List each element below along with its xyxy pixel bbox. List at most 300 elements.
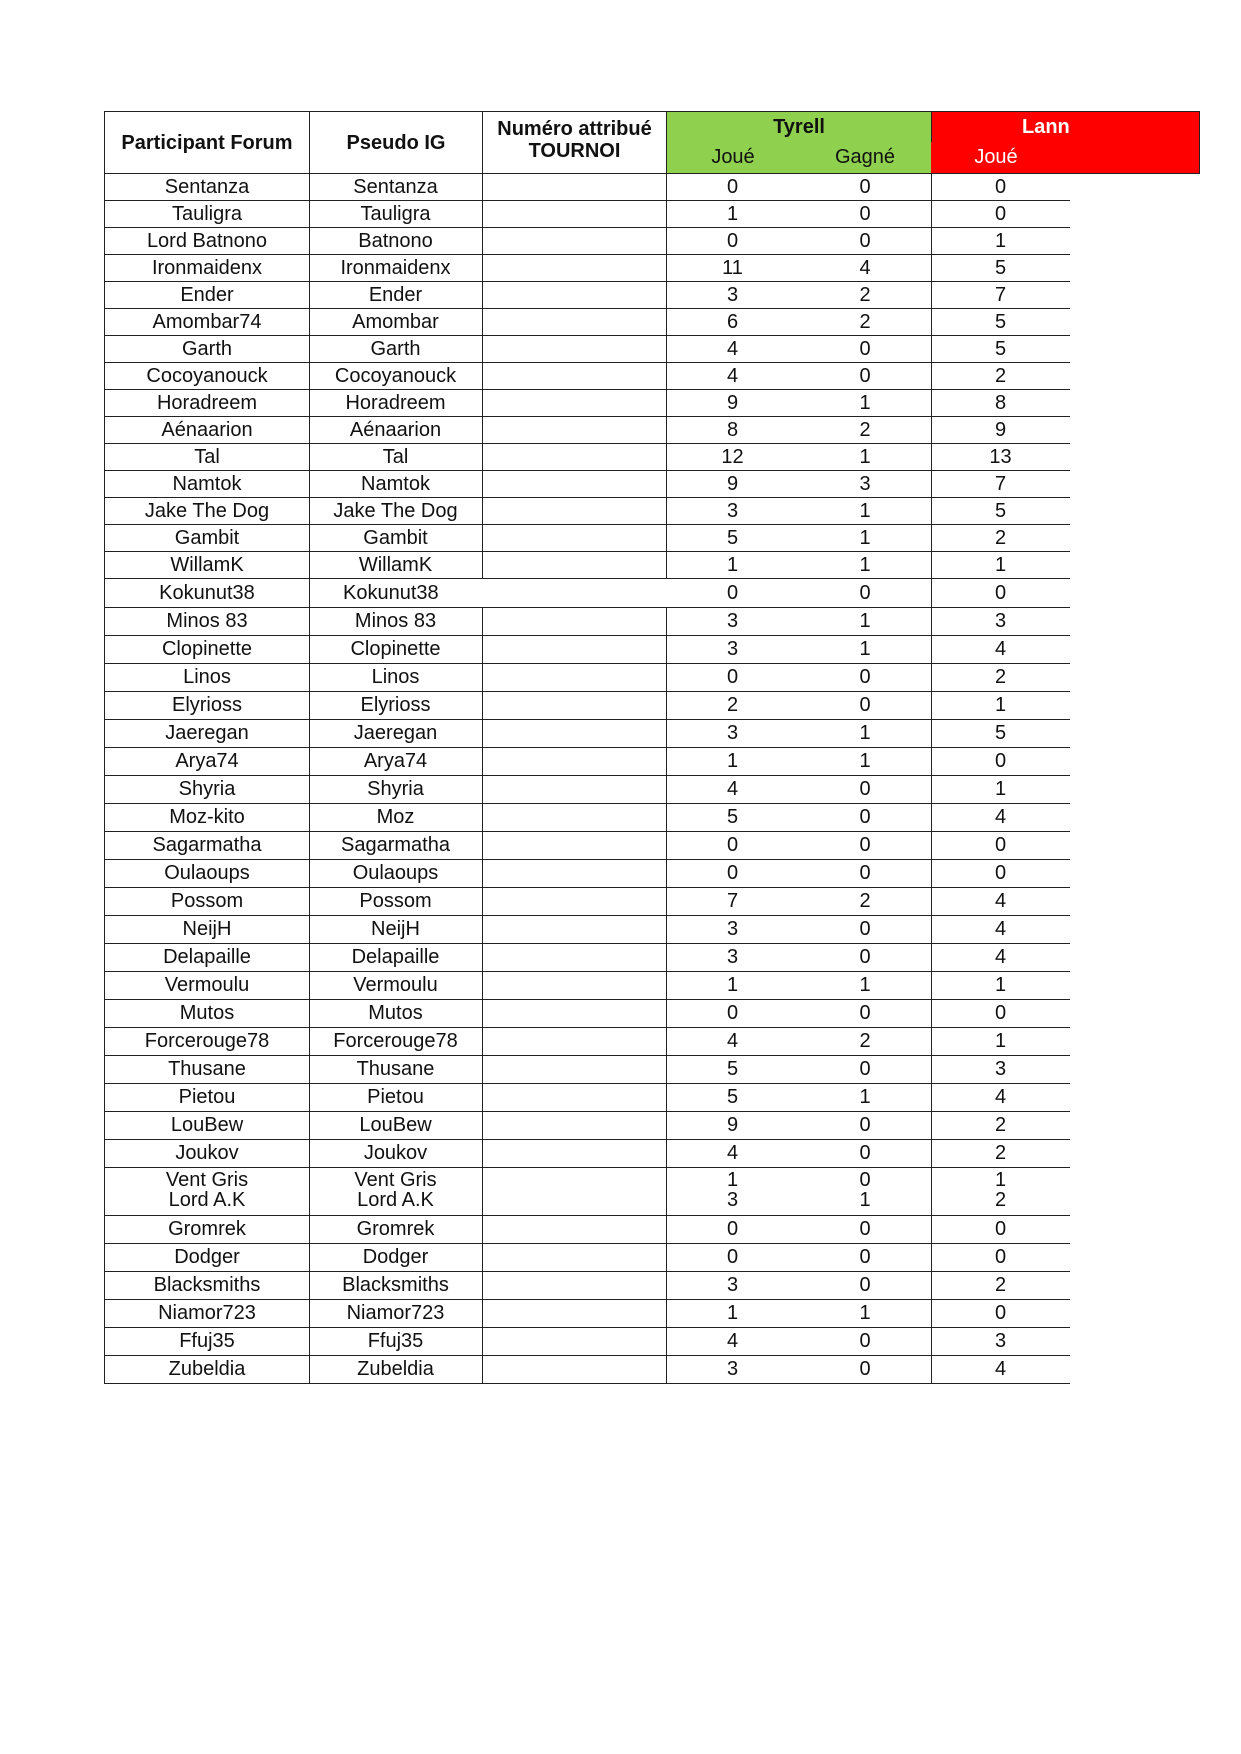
pseudo-ig-cell-value: Mutos	[368, 1002, 423, 1024]
participant-forum-cell	[104, 1216, 310, 1243]
pseudo-ig-cell	[309, 201, 483, 227]
lannister-played-cell-value: 2	[994, 1114, 1007, 1136]
tyrell-played-cell-value: 4	[726, 1142, 739, 1164]
tyrell-won-cell	[799, 1272, 932, 1299]
pseudo-ig-cell-value: Sentanza	[353, 175, 438, 198]
tyrell-won-cell-value: 0	[859, 202, 871, 225]
tyrell-played-cell-value: 0	[726, 862, 739, 884]
pseudo-ig-cell-value: Linos	[371, 666, 420, 688]
participant-forum-cell-value: Garth	[181, 337, 233, 360]
table-row	[104, 692, 1070, 720]
tyrell-played-cell	[666, 1244, 799, 1271]
tyrell-won-cell-value: 0	[859, 946, 871, 968]
tyrell-played-cell-value: 0	[726, 581, 739, 604]
pseudo-ig-cell	[309, 1056, 483, 1083]
tyrell-won-cell	[799, 363, 932, 389]
tyrell-won-cell-value: 0	[859, 229, 871, 252]
lannister-played-cell	[931, 1216, 1070, 1243]
tyrell-played-cell	[666, 832, 799, 859]
tyrell-played-cell	[666, 1000, 799, 1027]
lannister-played-cell-value: 1	[994, 778, 1007, 800]
tyrell-won-cell	[799, 1028, 932, 1055]
pseudo-ig-cell	[309, 417, 483, 443]
numero-tournoi-cell	[482, 1000, 667, 1027]
tyrell-played-cell	[666, 1216, 799, 1243]
lannister-played-cell	[931, 174, 1070, 200]
tyrell-won-cell	[799, 748, 932, 775]
lannister-played-cell	[931, 636, 1070, 663]
table-row	[104, 776, 1070, 804]
lannister-played-cell	[931, 471, 1070, 497]
pseudo-ig-cell	[309, 552, 483, 578]
lannister-played-cell	[931, 860, 1070, 887]
numero-tournoi-cell	[482, 1272, 667, 1299]
participant-forum-cell-value: WillamK	[170, 553, 244, 576]
numero-tournoi-cell	[482, 552, 667, 578]
tyrell-played-cell	[666, 471, 799, 497]
participant-forum-cell-value: Thusane	[168, 1058, 246, 1080]
tyrell-played-cell	[666, 1272, 799, 1299]
tyrell-won-cell-value-2: 1	[859, 1189, 871, 1211]
lannister-played-cell	[931, 1356, 1070, 1383]
tyrell-played-cell-value: 6	[726, 310, 739, 333]
participant-forum-cell-value: Jake The Dog	[144, 499, 270, 522]
tyrell-played-cell-value: 7	[726, 890, 739, 912]
participant-forum-cell-value: Sagarmatha	[152, 834, 262, 856]
tyrell-won-cell	[799, 944, 932, 971]
tyrell-won-cell-value: 0	[859, 1218, 871, 1240]
lannister-played-cell-value: 1	[994, 553, 1007, 576]
pseudo-ig-cell-value: Blacksmiths	[342, 1274, 449, 1296]
tyrell-played-cell	[666, 916, 799, 943]
lannister-played-cell-value: 1	[994, 1030, 1007, 1052]
tyrell-played-cell-value: 3	[726, 946, 739, 968]
table-row	[104, 255, 1070, 282]
tyrell-won-cell-value: 0	[859, 1114, 871, 1136]
lannister-played-cell-value: 4	[994, 806, 1007, 828]
numero-tournoi-cell	[482, 1056, 667, 1083]
lannister-played-cell-value: 0	[994, 581, 1007, 604]
pseudo-ig-cell-value: Niamor723	[346, 1302, 445, 1324]
pseudo-ig-cell-value: Moz	[376, 806, 415, 828]
numero-tournoi-cell	[482, 944, 667, 971]
lannister-played-cell	[931, 1028, 1070, 1055]
header-tyrell-won: Gagné	[799, 142, 932, 174]
participant-forum-cell-value: Oulaoups	[164, 862, 250, 884]
participant-forum-cell-value: Amombar74	[152, 310, 262, 333]
tyrell-won-cell	[799, 282, 932, 308]
pseudo-ig-cell	[309, 255, 483, 281]
pseudo-ig-cell	[309, 390, 483, 416]
lannister-played-cell-value: 4	[994, 1358, 1007, 1380]
pseudo-ig-cell-value: Zubeldia	[357, 1358, 434, 1380]
tyrell-played-cell	[666, 692, 799, 719]
tyrell-played-cell-value: 3	[726, 283, 739, 306]
tyrell-won-cell	[799, 776, 932, 803]
table-row	[104, 972, 1070, 1000]
tyrell-won-cell-value: 0	[859, 337, 871, 360]
tyrell-played-cell	[666, 174, 799, 200]
table-row	[104, 1216, 1070, 1244]
pseudo-ig-cell-value: Elyrioss	[360, 694, 431, 716]
header-lannister-played-label: Joué	[974, 146, 1018, 168]
numero-tournoi-cell	[482, 860, 667, 887]
numero-tournoi-cell	[482, 498, 667, 524]
lannister-played-cell	[931, 832, 1070, 859]
tyrell-won-cell	[799, 1112, 932, 1139]
lannister-played-cell-value: 5	[994, 256, 1007, 279]
tyrell-won-cell	[799, 552, 932, 578]
pseudo-ig-cell-value: Jaeregan	[353, 722, 438, 744]
participant-forum-cell	[104, 636, 310, 663]
tyrell-won-cell-value: 0	[859, 1169, 871, 1191]
numero-tournoi-cell	[482, 1356, 667, 1383]
tyrell-won-cell-value: 0	[859, 364, 871, 387]
lannister-played-cell	[931, 1112, 1070, 1139]
participant-forum-cell-value: Namtok	[172, 472, 242, 495]
lannister-played-cell	[931, 692, 1070, 719]
tyrell-won-cell	[799, 417, 932, 443]
table-row	[104, 1084, 1070, 1112]
header-pseudo-ig: Pseudo IG	[309, 111, 483, 174]
pseudo-ig-cell-value: Batnono	[358, 229, 433, 252]
pseudo-ig-cell	[309, 1000, 483, 1027]
tyrell-played-cell-value: 5	[726, 1058, 739, 1080]
lannister-played-cell	[931, 1300, 1070, 1327]
tyrell-played-cell-value: 3	[726, 499, 739, 522]
pseudo-ig-cell	[309, 1112, 483, 1139]
participant-forum-cell-value: Shyria	[178, 778, 236, 800]
pseudo-ig-cell-value: Gromrek	[356, 1218, 435, 1240]
participant-forum-cell	[104, 1112, 310, 1139]
stacked-values	[354, 1170, 436, 1210]
tyrell-won-cell	[799, 1140, 932, 1167]
tyrell-won-cell	[799, 174, 932, 200]
header-participant-forum: Participant Forum	[104, 111, 310, 174]
participant-forum-cell-value: Niamor723	[158, 1302, 256, 1324]
lannister-played-cell-value: 3	[994, 610, 1007, 632]
tyrell-played-cell-value: 3	[726, 918, 739, 940]
tyrell-won-cell	[799, 444, 932, 470]
lannister-played-cell-value: 4	[994, 918, 1007, 940]
table-row	[104, 1000, 1070, 1028]
participant-forum-cell	[104, 916, 310, 943]
tyrell-won-cell-value: 0	[859, 918, 871, 940]
tyrell-won-cell-value: 0	[859, 1142, 871, 1164]
tyrell-won-cell-value: 0	[859, 1246, 871, 1268]
tyrell-played-cell-value: 1	[726, 974, 739, 996]
tyrell-played-cell-value: 0	[726, 175, 739, 198]
lannister-played-cell-value: 5	[994, 499, 1007, 522]
pseudo-ig-cell	[309, 1328, 483, 1355]
pseudo-ig-cell-value: Gambit	[363, 526, 428, 549]
numero-tournoi-cell	[482, 282, 667, 308]
tyrell-played-cell-value: 12	[721, 445, 744, 468]
pseudo-ig-cell	[309, 363, 483, 389]
tyrell-played-cell-value: 9	[726, 1114, 739, 1136]
tyrell-played-cell-value: 11	[722, 256, 743, 279]
pseudo-ig-cell-value: Dodger	[362, 1246, 429, 1268]
lannister-played-cell-value: 0	[994, 750, 1007, 772]
lannister-played-cell	[931, 804, 1070, 831]
lannister-played-cell-value: 1	[994, 1169, 1007, 1191]
numero-tournoi-cell	[482, 804, 667, 831]
tyrell-played-cell-value: 1	[726, 1302, 739, 1324]
pseudo-ig-cell	[309, 748, 483, 775]
numero-tournoi-cell	[482, 444, 667, 470]
participant-forum-cell-value: Ironmaidenx	[151, 256, 263, 279]
participant-forum-cell-value: Tal	[194, 445, 220, 468]
lannister-played-cell	[931, 1056, 1070, 1083]
tyrell-won-cell	[799, 1300, 932, 1327]
header-numero-line2: TOURNOI	[528, 140, 621, 162]
tyrell-won-cell-value: 1	[859, 526, 871, 549]
tyrell-won-cell-value: 0	[859, 834, 871, 856]
lannister-played-cell-value: 0	[994, 834, 1007, 856]
tyrell-played-cell-value: 9	[726, 391, 739, 414]
numero-tournoi-cell	[482, 776, 667, 803]
tyrell-won-cell	[799, 309, 932, 335]
tyrell-played-cell	[666, 1140, 799, 1167]
tyrell-played-cell-value: 4	[726, 1330, 739, 1352]
participant-forum-cell	[104, 1300, 310, 1327]
numero-tournoi-cell	[482, 525, 667, 551]
tyrell-played-cell	[666, 336, 799, 362]
pseudo-ig-cell	[309, 309, 483, 335]
table-row	[104, 860, 1070, 888]
pseudo-ig-cell	[309, 1140, 483, 1167]
table-row	[104, 309, 1070, 336]
lannister-played-cell-value: 2	[994, 666, 1007, 688]
table-row	[104, 228, 1070, 255]
lannister-played-cell	[931, 390, 1070, 416]
pseudo-ig-cell-value: NeijH	[371, 918, 420, 940]
table-row	[104, 832, 1070, 860]
table-row	[104, 417, 1070, 444]
tyrell-won-cell	[799, 972, 932, 999]
tyrell-won-cell	[799, 1000, 932, 1027]
participant-forum-cell	[104, 944, 310, 971]
numero-tournoi-cell	[482, 1216, 667, 1243]
participant-forum-cell	[104, 1168, 310, 1215]
tyrell-won-cell-value: 2	[859, 310, 871, 333]
participant-forum-cell	[104, 608, 310, 635]
lannister-played-cell-value: 2	[994, 364, 1007, 387]
numero-tournoi-cell	[482, 720, 667, 747]
participant-forum-cell	[104, 720, 310, 747]
lannister-played-cell	[931, 1168, 1070, 1215]
numero-tournoi-cell	[482, 390, 667, 416]
participant-forum-cell	[104, 471, 310, 497]
table-row	[104, 282, 1070, 309]
numero-tournoi-cell	[482, 201, 667, 227]
tyrell-played-cell-value: 4	[726, 364, 739, 387]
lannister-played-cell-value: 0	[994, 175, 1007, 198]
pseudo-ig-cell	[309, 1168, 483, 1215]
numero-tournoi-cell	[482, 174, 667, 200]
tyrell-won-cell	[799, 1084, 932, 1111]
tyrell-won-cell	[799, 390, 932, 416]
tyrell-played-cell	[666, 255, 799, 281]
participant-forum-cell	[104, 336, 310, 362]
table-row	[104, 888, 1070, 916]
lannister-played-cell	[931, 579, 1070, 607]
lannister-played-cell	[931, 944, 1070, 971]
participant-forum-cell-value: Jaeregan	[165, 722, 249, 744]
tyrell-won-cell	[799, 720, 932, 747]
table-row	[104, 944, 1070, 972]
table-row	[104, 1244, 1070, 1272]
numero-tournoi-cell	[482, 608, 667, 635]
tyrell-played-cell	[666, 804, 799, 831]
lannister-played-cell	[931, 444, 1070, 470]
lannister-played-cell	[931, 498, 1070, 524]
pseudo-ig-cell-value: Oulaoups	[352, 862, 439, 884]
lannister-played-cell-value: 5	[994, 722, 1007, 744]
tyrell-played-cell	[666, 579, 799, 607]
tyrell-won-cell	[799, 1168, 932, 1215]
tyrell-played-cell	[666, 498, 799, 524]
tyrell-played-cell-value: 2	[726, 694, 739, 716]
participant-forum-cell	[104, 579, 310, 607]
tyrell-played-cell	[666, 552, 799, 578]
lannister-played-cell	[931, 552, 1070, 578]
lannister-played-cell-value: 0	[994, 1218, 1007, 1240]
participant-forum-cell-value: Possom	[170, 890, 244, 912]
lannister-played-cell	[931, 201, 1070, 227]
lannister-played-cell-value: 3	[994, 1330, 1007, 1352]
tyrell-played-cell	[666, 525, 799, 551]
lannister-played-cell-value: 8	[994, 391, 1007, 414]
pseudo-ig-cell	[309, 282, 483, 308]
lannister-played-cell	[931, 1244, 1070, 1271]
lannister-played-cell-value: 0	[994, 1302, 1007, 1324]
tyrell-played-cell	[666, 1056, 799, 1083]
lannister-played-cell-value-2: 2	[994, 1189, 1007, 1211]
tyrell-played-cell	[666, 228, 799, 254]
participant-forum-cell	[104, 444, 310, 470]
tyrell-won-cell	[799, 1328, 932, 1355]
pseudo-ig-cell	[309, 692, 483, 719]
lannister-played-cell-value: 7	[994, 283, 1007, 306]
pseudo-ig-cell-value: Ironmaidenx	[340, 256, 451, 279]
participant-forum-cell	[104, 776, 310, 803]
numero-tournoi-cell	[482, 888, 667, 915]
tyrell-played-cell-value: 5	[726, 1086, 739, 1108]
header-numero-line1: Numéro attribué	[497, 118, 652, 140]
tyrell-won-cell	[799, 636, 932, 663]
stacked-values	[727, 1170, 738, 1210]
tyrell-played-cell	[666, 417, 799, 443]
pseudo-ig-cell	[309, 579, 668, 607]
tyrell-won-cell-value: 0	[859, 778, 871, 800]
participant-forum-cell	[104, 972, 310, 999]
tyrell-won-cell	[799, 228, 932, 254]
header-team-lannister: Lann	[931, 111, 1200, 143]
pseudo-ig-cell-value: Shyria	[367, 778, 424, 800]
table-row	[104, 1028, 1070, 1056]
pseudo-ig-cell-value: Possom	[359, 890, 432, 912]
tyrell-won-cell-value: 0	[859, 806, 871, 828]
tyrell-played-cell	[666, 720, 799, 747]
participant-forum-cell-value: Sentanza	[164, 175, 250, 198]
pseudo-ig-cell-value: Joukov	[363, 1142, 428, 1164]
pseudo-ig-cell	[309, 664, 483, 691]
lannister-played-cell-value: 3	[994, 1058, 1007, 1080]
pseudo-ig-cell	[309, 636, 483, 663]
tyrell-played-cell-value: 3	[726, 1358, 739, 1380]
header-team-tyrell: Tyrell	[666, 111, 932, 143]
numero-tournoi-cell	[482, 1168, 667, 1215]
table-row	[104, 916, 1070, 944]
pseudo-ig-cell-value: WillamK	[358, 553, 433, 576]
tyrell-won-cell-value: 0	[859, 694, 871, 716]
tyrell-won-cell-value: 0	[859, 1274, 871, 1296]
tyrell-won-cell	[799, 201, 932, 227]
lannister-played-cell-value: 2	[994, 1142, 1007, 1164]
tyrell-played-cell-value: 1	[726, 1169, 739, 1191]
participant-forum-cell-value: Gromrek	[168, 1218, 246, 1240]
pseudo-ig-cell-value: Sagarmatha	[341, 834, 450, 856]
pseudo-ig-cell-value: Namtok	[361, 472, 430, 495]
lannister-played-cell-value: 1	[994, 229, 1007, 252]
lannister-played-cell-value: 4	[994, 638, 1007, 660]
numero-tournoi-cell	[482, 255, 667, 281]
lannister-played-cell	[931, 417, 1070, 443]
pseudo-ig-cell-value: Ender	[368, 283, 423, 306]
participant-forum-cell-value: Mutos	[179, 1002, 235, 1024]
tyrell-played-cell-value: 4	[726, 778, 739, 800]
tyrell-won-cell-value: 0	[859, 1058, 871, 1080]
pseudo-ig-cell-value: Aénaarion	[349, 418, 442, 441]
tyrell-won-cell-value: 1	[859, 1302, 871, 1324]
table-row	[104, 748, 1070, 776]
participant-forum-cell-value: Elyrioss	[171, 694, 242, 716]
participant-forum-cell-value: Minos 83	[166, 610, 248, 632]
participant-forum-cell-value: Joukov	[175, 1142, 239, 1164]
tyrell-won-cell	[799, 608, 932, 635]
lannister-played-cell-value: 4	[994, 890, 1007, 912]
participant-forum-cell	[104, 832, 310, 859]
participant-forum-cell-value: Blacksmiths	[153, 1274, 261, 1296]
lannister-played-cell	[931, 309, 1070, 335]
pseudo-ig-cell	[309, 498, 483, 524]
lannister-played-cell	[931, 282, 1070, 308]
tyrell-played-cell	[666, 748, 799, 775]
table-row	[104, 664, 1070, 692]
tyrell-played-cell	[666, 282, 799, 308]
tyrell-played-cell	[666, 944, 799, 971]
lannister-played-cell	[931, 525, 1070, 551]
tyrell-won-cell-value: 1	[859, 974, 871, 996]
participant-forum-cell-value: Kokunut38	[159, 581, 255, 604]
participant-forum-cell	[104, 860, 310, 887]
numero-tournoi-cell	[482, 916, 667, 943]
lannister-played-cell	[931, 888, 1070, 915]
tyrell-won-cell-value: 2	[859, 418, 871, 441]
pseudo-ig-cell-value: Forcerouge78	[333, 1030, 458, 1052]
pseudo-ig-cell	[309, 608, 483, 635]
pseudo-ig-cell	[309, 174, 483, 200]
table-row	[104, 363, 1070, 390]
tyrell-played-cell-value: 3	[726, 1274, 739, 1296]
numero-tournoi-cell	[482, 972, 667, 999]
tyrell-won-cell	[799, 255, 932, 281]
tyrell-won-cell-value: 2	[859, 890, 871, 912]
lannister-played-cell-value: 0	[994, 202, 1007, 225]
lannister-played-cell-value: 5	[994, 337, 1007, 360]
participant-forum-cell-value: Clopinette	[161, 638, 253, 660]
